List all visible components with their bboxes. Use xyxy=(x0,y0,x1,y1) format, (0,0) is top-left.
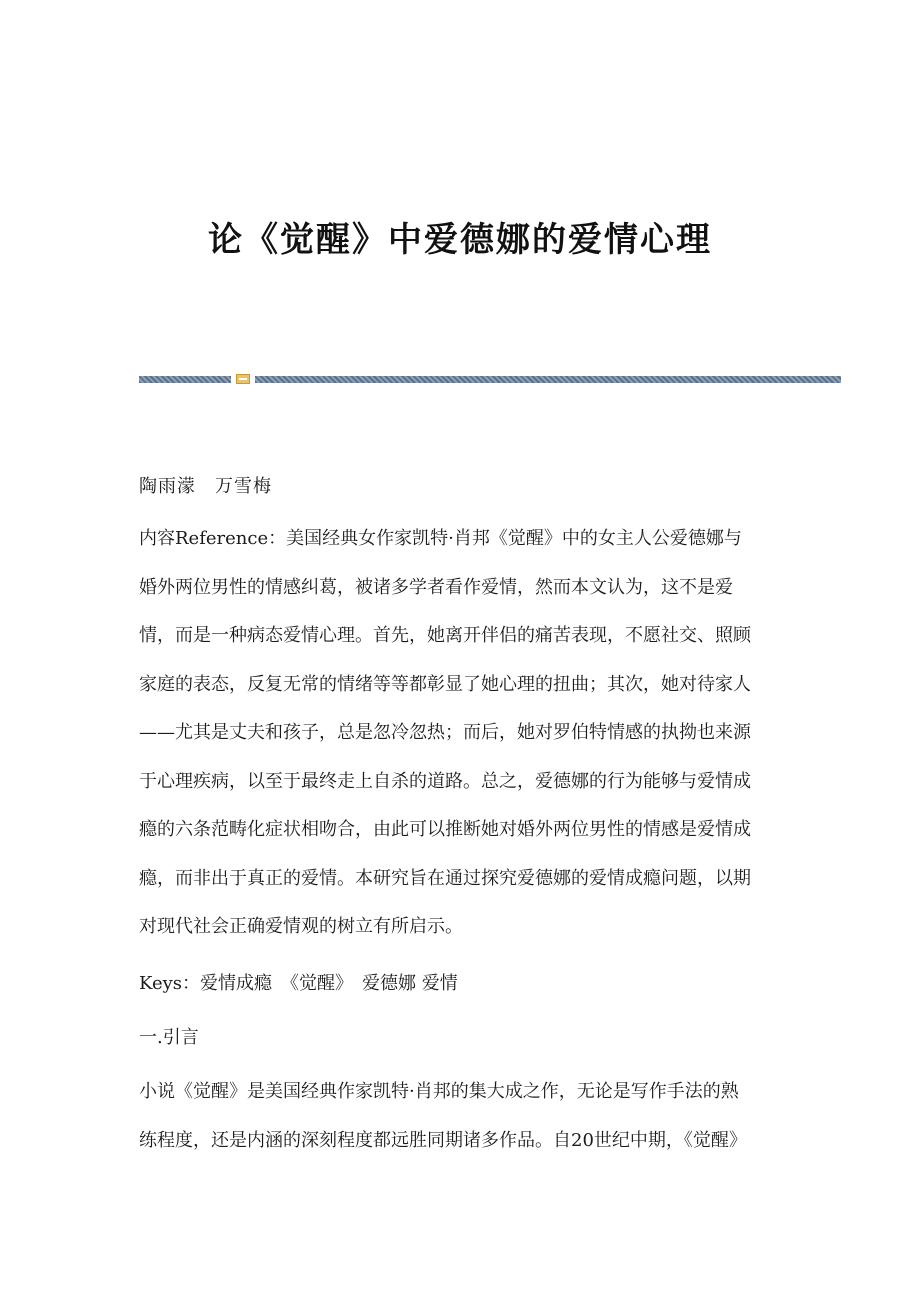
abstract-line: ——尤其是丈夫和孩子，总是忽冷忽热；而后，她对罗伯特情感的执拗也来源 xyxy=(139,722,751,743)
keywords: Keys：爱情成瘾 《觉醒》 爱德娜 爱情 xyxy=(139,973,458,994)
intro-line: 小说《觉醒》是美国经典作家凯特·肖邦的集大成之作，无论是写作手法的熟 xyxy=(139,1081,739,1102)
abstract-paragraph xyxy=(139,515,775,952)
divider-ornament-icon xyxy=(236,374,250,384)
abstract-line: 于心理疾病，以至于最终走上自杀的道路。总之，爱德娜的行为能够与爱情成 xyxy=(139,770,751,792)
abstract-line: 家庭的表态，反复无常的情绪等等都彰显了她心理的扭曲；其次，她对待家人 xyxy=(139,673,751,695)
intro-paragraph xyxy=(139,1068,775,1165)
divider-bar-right xyxy=(255,376,841,383)
intro-line: 练程度，还是内涵的深刻程度都远胜同期诸多作品。自20世纪中期，《觉醒》 xyxy=(139,1129,747,1151)
section-heading: 一.引言 xyxy=(139,1027,199,1048)
abstract-line: 瘾的六条范畴化症状相吻合，由此可以推断她对婚外两位男性的情感是爱情成 xyxy=(139,819,751,840)
abstract-line: 婚外两位男性的情感纠葛，被诸多学者看作爱情，然而本文认为，这不是爱 xyxy=(139,576,733,598)
abstract-line: 对现代社会正确爱情观的树立有所启示。 xyxy=(139,916,463,937)
abstract-line: 瘾，而非出于真正的爱情。本研究旨在通过探究爱德娜的爱情成瘾问题，以期 xyxy=(139,867,751,889)
abstract-line: 内容Reference：美国经典女作家凯特·肖邦《觉醒》中的女主人公爱德娜与 xyxy=(139,528,742,549)
divider-bar-left xyxy=(139,376,231,383)
document-title: 论《觉醒》中爱德娜的爱情心理 xyxy=(208,220,712,260)
authors: 陶雨濛 万雪梅 xyxy=(139,476,272,497)
abstract-line: 情，而是一种病态爱情心理。首先，她离开伴侣的痛苦表现，不愿社交、照顾 xyxy=(139,625,751,646)
title-divider xyxy=(139,374,841,384)
